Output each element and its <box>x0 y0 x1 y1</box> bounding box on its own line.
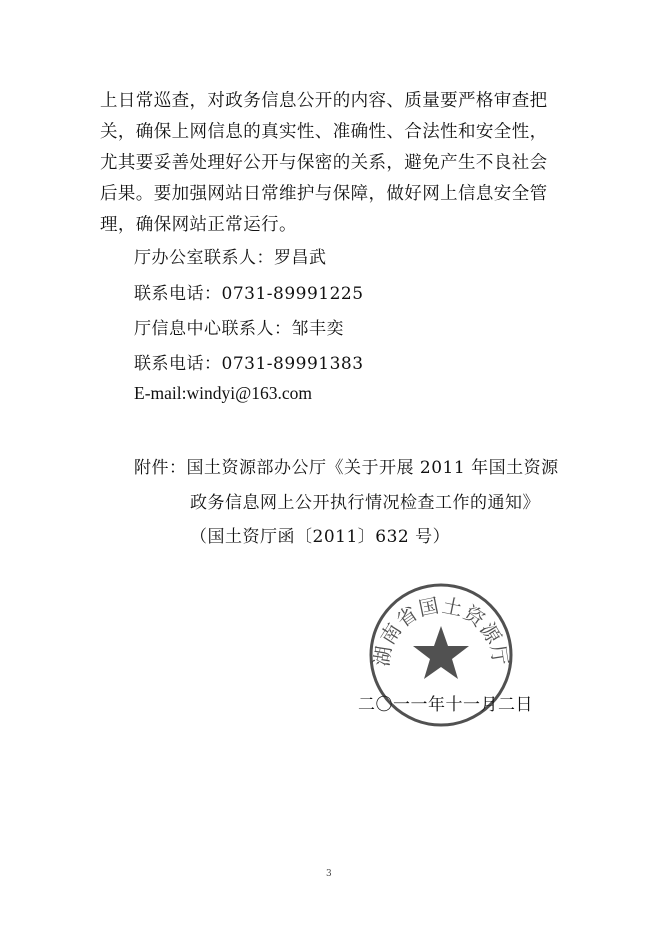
body-paragraph: 上日常巡查，对政务信息公开的内容、质量要严格审查把关，确保上网信息的真实性、准确性、合法性和安全性，尤其要妥善处理好公开与保密的关系，避免产生不良社会后果。要加强网站日常维护与保障，做好网上信息安全管理，确保网站正常运行。 <box>100 91 548 235</box>
attachment-line-3: （国土资厅函〔2011〕632 号） <box>190 527 451 547</box>
seal-text: 湖南省国土资源厅 <box>369 593 513 668</box>
info-center-contact-phone: 联系电话：0731-89991383 <box>134 354 364 374</box>
document-date: 二〇一一年十一月二日 <box>358 695 533 715</box>
page-number: 3 <box>326 869 332 879</box>
contact-email: E-mail:windyi@163.com <box>134 383 312 403</box>
seal-star-icon <box>413 626 469 679</box>
attachment-line-1: 附件：国土资源部办公厅《关于开展 2011 年国土资源 <box>134 458 559 478</box>
office-contact-phone: 联系电话：0731-89991225 <box>134 284 364 304</box>
office-contact-person: 厅办公室联系人：罗昌武 <box>134 248 327 268</box>
attachment-line-2: 政务信息网上公开执行情况检查工作的通知》 <box>190 493 540 513</box>
info-center-contact-person: 厅信息中心联系人：邹丰奕 <box>134 319 344 339</box>
